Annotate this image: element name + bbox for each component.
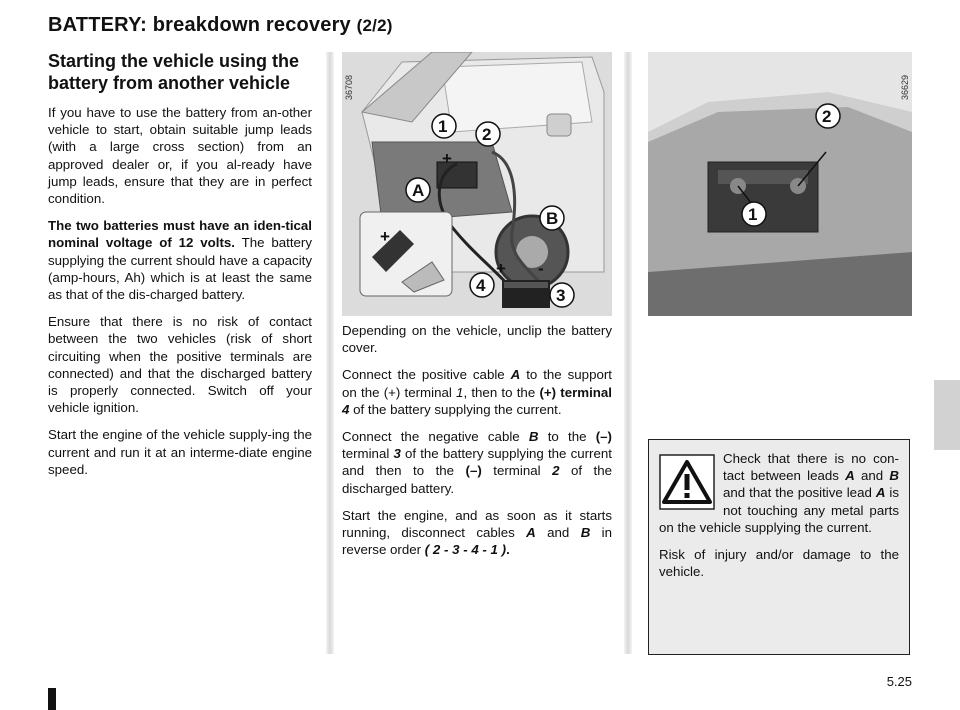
svg-text:A: A [412, 181, 425, 200]
paragraph-contact-risk: Ensure that there is no risk of contact between the two vehicles (risk of short circuiting when the positive terminals are connected) and that the discharged battery is properly connected. Switch off your vehicle ignition. [48, 314, 312, 416]
svg-text:3: 3 [556, 286, 566, 305]
warning-triangle-icon [659, 454, 715, 510]
callout-A [406, 178, 430, 202]
column-divider-right [624, 52, 632, 654]
svg-text:4: 4 [476, 276, 486, 295]
paragraph-voltage [48, 217, 312, 303]
image-ref-36629: 36629 [900, 74, 910, 100]
page-title-suffix: (2/2) [356, 16, 393, 35]
paragraph-obtain-leads: If you have to use the battery from an-other vehicle to start, obtain suitable jump leads (with a large cross section) from an approved dealer or, if you al-ready have jump leads, ensure that they are in perfect condition. [48, 105, 312, 207]
svg-text:1: 1 [438, 117, 448, 136]
corner-mark [48, 688, 56, 710]
plus-sign-hood: + [442, 149, 452, 168]
middle-column [342, 322, 612, 568]
paragraph-disconnect-order: Start the engine, and as soon as it starts running, disconnect cables A and B in reverse order ( 2 - 3 - 4 - 1 ). [342, 507, 613, 558]
section-side-tab [934, 380, 960, 450]
svg-text:2: 2 [822, 107, 832, 126]
inset-plus-sign: + [380, 227, 390, 246]
jump-start-illustration [342, 52, 612, 316]
battery-terminal-photo [648, 52, 912, 316]
paragraph-start-engine: Start the engine of the vehicle supply-ing the current and run it at an interme-diate engine speed. [48, 427, 312, 477]
callout-4 [470, 273, 494, 297]
svg-text:2: 2 [482, 125, 492, 144]
callout-1 [432, 114, 456, 138]
left-column [48, 50, 312, 488]
callout-B [540, 206, 564, 230]
warning-paragraph-risk: Risk of injury and/or damage to the vehicle. [659, 547, 899, 580]
svg-text:B: B [546, 209, 559, 228]
page-title [48, 14, 393, 37]
voltage-warning-bold: The two batteries must have an iden-tical nominal voltage of 12 volts. [48, 218, 312, 251]
warning-paragraph-contact: Check that there is no con-tact between leads A and B and that the positive lead A is not touching any metal parts on the vehicle supplying the current. [659, 451, 899, 535]
photo-callout-1 [742, 202, 766, 226]
voltage-rest: The battery supplying the current should have a capacity (amp-hours, Ah) which is at least the same as that of the dis-charged battery. [48, 235, 312, 303]
paragraph-unclip-cover: Depending on the vehicle, unclip the battery cover. [342, 323, 612, 356]
callout-2 [476, 122, 500, 146]
minus-sign-battery: - [538, 259, 544, 278]
warning-box [648, 439, 910, 655]
image-ref-36708: 36708 [344, 74, 354, 100]
svg-text:1: 1 [748, 205, 758, 224]
photo-callout-2 [816, 104, 840, 128]
callout-3 [550, 283, 574, 307]
paragraph-connect-negative: Connect the negative cable B to the (–) terminal 3 of the battery supplying the current and then to the (–) terminal 2 of the discharged battery. [342, 429, 612, 496]
plus-sign-battery: + [496, 259, 506, 278]
section-heading: Starting the vehicle using the battery from another vehicle [48, 51, 300, 93]
column-divider-left [326, 52, 334, 654]
page-number: 5.25 [886, 674, 912, 689]
page-title-main: BATTERY: breakdown recovery [48, 14, 351, 36]
paragraph-connect-positive: Connect the positive cable A to the support on the (+) terminal 1, then to the (+) terminal 4 of the battery supplying the current. [342, 367, 612, 417]
